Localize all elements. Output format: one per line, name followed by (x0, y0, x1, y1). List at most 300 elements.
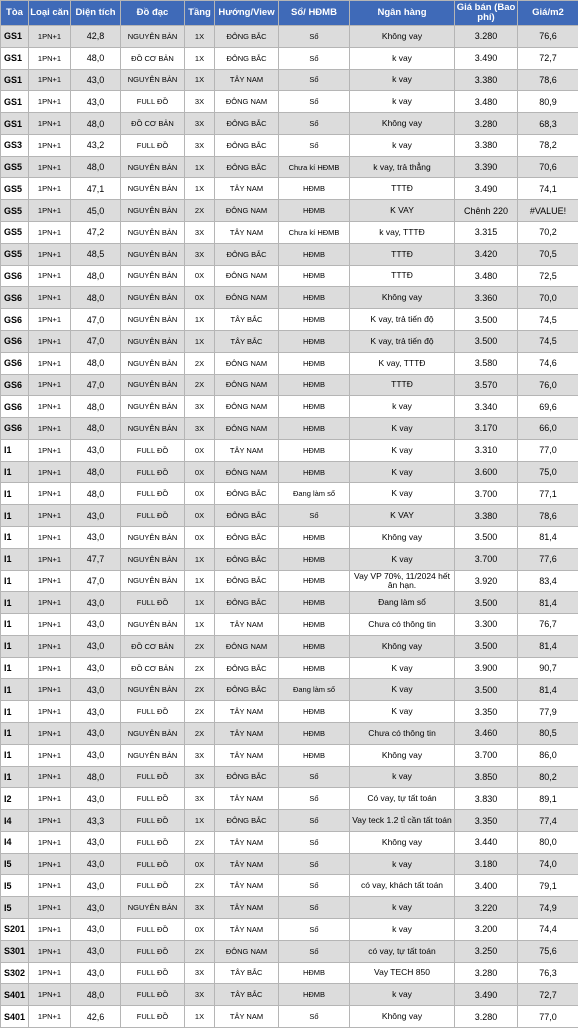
cell-gia-m2: 75,0 (518, 461, 578, 483)
cell-loai-can: 1PN+1 (29, 91, 71, 113)
cell-do-dac: FULL ĐỒ (121, 1006, 185, 1028)
table-row (1, 1006, 578, 1028)
table-row (1, 439, 578, 461)
cell-toa: GS6 (1, 330, 29, 352)
cell-huong-view: ĐÔNG BẮC (215, 113, 279, 135)
cell-toa: I5 (1, 875, 29, 897)
cell-toa: I4 (1, 810, 29, 832)
cell-toa: GS1 (1, 26, 29, 48)
cell-tang: 0X (185, 287, 215, 309)
cell-loai-can: 1PN+1 (29, 113, 71, 135)
cell-loai-can: 1PN+1 (29, 657, 71, 679)
table-row (1, 679, 578, 701)
cell-toa: GS3 (1, 134, 29, 156)
cell-ngan-hang: K vay (350, 657, 455, 679)
cell-gia-ban: 3.490 (455, 178, 518, 200)
cell-ngan-hang: Không vay (350, 26, 455, 48)
cell-loai-can: 1PN+1 (29, 1006, 71, 1028)
cell-tang: 3X (185, 91, 215, 113)
table-row (1, 374, 578, 396)
cell-toa: GS6 (1, 309, 29, 331)
cell-ngan-hang: Không vay (350, 1006, 455, 1028)
cell-tang: 3X (185, 897, 215, 919)
cell-loai-can: 1PN+1 (29, 461, 71, 483)
cell-ngan-hang: Chưa có thông tin (350, 614, 455, 636)
cell-toa: I5 (1, 853, 29, 875)
cell-huong-view: TÂY NAM (215, 897, 279, 919)
cell-loai-can: 1PN+1 (29, 919, 71, 941)
cell-dien-tich: 43,0 (71, 526, 121, 548)
cell-gia-ban: 3.500 (455, 635, 518, 657)
cell-loai-can: 1PN+1 (29, 243, 71, 265)
cell-do-dac: FULL ĐỒ (121, 962, 185, 984)
cell-gia-m2: 76,3 (518, 962, 578, 984)
cell-ngan-hang: có vay, tự tất toán (350, 940, 455, 962)
cell-huong-view: TÂY NAM (215, 853, 279, 875)
cell-tang: 1X (185, 592, 215, 614)
cell-toa: I1 (1, 723, 29, 745)
cell-huong-view: ĐÔNG NAM (215, 200, 279, 222)
cell-gia-m2: 81,4 (518, 679, 578, 701)
cell-toa: I1 (1, 439, 29, 461)
cell-do-dac: ĐỒ CƠ BẢN (121, 635, 185, 657)
cell-so-hdmb: HĐMB (279, 461, 350, 483)
cell-do-dac: FULL ĐỒ (121, 461, 185, 483)
cell-dien-tich: 43,0 (71, 69, 121, 91)
cell-so-hdmb: HĐMB (279, 243, 350, 265)
cell-tang: 1X (185, 178, 215, 200)
cell-gia-ban: 3.170 (455, 418, 518, 440)
cell-toa: S201 (1, 919, 29, 941)
cell-dien-tich: 48,0 (71, 483, 121, 505)
cell-gia-ban: 3.310 (455, 439, 518, 461)
cell-so-hdmb: Sổ (279, 69, 350, 91)
cell-ngan-hang: K vay (350, 439, 455, 461)
cell-dien-tich: 43,0 (71, 635, 121, 657)
cell-so-hdmb: HĐMB (279, 744, 350, 766)
cell-toa: GS6 (1, 418, 29, 440)
cell-gia-m2: 74,1 (518, 178, 578, 200)
cell-ngan-hang: K vay (350, 461, 455, 483)
cell-dien-tich: 48,0 (71, 396, 121, 418)
cell-do-dac: NGUYÊN BẢN (121, 352, 185, 374)
cell-so-hdmb: HĐMB (279, 265, 350, 287)
cell-so-hdmb: Sổ (279, 940, 350, 962)
cell-do-dac: NGUYÊN BẢN (121, 309, 185, 331)
cell-do-dac: ĐỒ CƠ BẢN (121, 47, 185, 69)
cell-dien-tich: 43,0 (71, 439, 121, 461)
table-row (1, 614, 578, 636)
cell-ngan-hang: k vay (350, 69, 455, 91)
cell-tang: 0X (185, 526, 215, 548)
cell-dien-tich: 43,0 (71, 919, 121, 941)
cell-gia-ban: 3.500 (455, 330, 518, 352)
cell-do-dac: NGUYÊN BẢN (121, 679, 185, 701)
cell-do-dac: NGUYÊN BẢN (121, 396, 185, 418)
table-row (1, 396, 578, 418)
cell-tang: 0X (185, 853, 215, 875)
cell-gia-ban: 3.570 (455, 374, 518, 396)
cell-toa: I2 (1, 788, 29, 810)
cell-dien-tich: 47,0 (71, 330, 121, 352)
cell-huong-view: TÂY NAM (215, 875, 279, 897)
cell-do-dac: NGUYÊN BẢN (121, 222, 185, 244)
cell-so-hdmb: Sổ (279, 26, 350, 48)
table-row (1, 26, 578, 48)
cell-tang: 2X (185, 875, 215, 897)
cell-dien-tich: 48,0 (71, 113, 121, 135)
table-row (1, 47, 578, 69)
cell-ngan-hang: K VAY (350, 200, 455, 222)
cell-ngan-hang: Có vay, tự tất toán (350, 788, 455, 810)
table-row (1, 91, 578, 113)
cell-dien-tich: 48,0 (71, 265, 121, 287)
table-row (1, 853, 578, 875)
cell-so-hdmb: HĐMB (279, 439, 350, 461)
cell-dien-tich: 42,6 (71, 1006, 121, 1028)
cell-do-dac: NGUYÊN BẢN (121, 418, 185, 440)
cell-huong-view: TÂY BẮC (215, 330, 279, 352)
cell-ngan-hang: Vay VP 70%, 11/2024 hết ân hạn. (350, 570, 455, 592)
cell-do-dac: FULL ĐỒ (121, 875, 185, 897)
cell-tang: 2X (185, 352, 215, 374)
cell-huong-view: TÂY NAM (215, 222, 279, 244)
cell-dien-tich: 43,0 (71, 505, 121, 527)
cell-huong-view: TÂY NAM (215, 701, 279, 723)
cell-gia-m2: 72,5 (518, 265, 578, 287)
cell-huong-view: ĐÔNG NAM (215, 940, 279, 962)
cell-gia-ban: 3.480 (455, 265, 518, 287)
cell-gia-m2: 74,6 (518, 352, 578, 374)
cell-ngan-hang: k vay (350, 766, 455, 788)
cell-gia-m2: 77,6 (518, 548, 578, 570)
cell-huong-view: ĐÔNG BẮC (215, 657, 279, 679)
cell-loai-can: 1PN+1 (29, 287, 71, 309)
cell-ngan-hang: k vay (350, 897, 455, 919)
cell-huong-view: ĐÔNG NAM (215, 418, 279, 440)
cell-tang: 1X (185, 614, 215, 636)
cell-loai-can: 1PN+1 (29, 744, 71, 766)
cell-loai-can: 1PN+1 (29, 418, 71, 440)
cell-toa: I1 (1, 483, 29, 505)
table-row (1, 810, 578, 832)
cell-tang: 3X (185, 766, 215, 788)
cell-loai-can: 1PN+1 (29, 984, 71, 1006)
cell-tang: 0X (185, 483, 215, 505)
cell-toa: S301 (1, 940, 29, 962)
cell-do-dac: FULL ĐỒ (121, 940, 185, 962)
table-row (1, 635, 578, 657)
cell-ngan-hang: k vay (350, 919, 455, 941)
cell-huong-view: ĐÔNG BẮC (215, 505, 279, 527)
cell-dien-tich: 48,0 (71, 47, 121, 69)
cell-do-dac: ĐỒ CƠ BẢN (121, 657, 185, 679)
cell-so-hdmb: HĐMB (279, 418, 350, 440)
table-row (1, 69, 578, 91)
cell-toa: I1 (1, 657, 29, 679)
cell-gia-m2: 89,1 (518, 788, 578, 810)
cell-huong-view: ĐÔNG NAM (215, 396, 279, 418)
cell-huong-view: TÂY NAM (215, 744, 279, 766)
cell-toa: GS6 (1, 352, 29, 374)
cell-gia-ban: 3.900 (455, 657, 518, 679)
cell-so-hdmb: HĐMB (279, 309, 350, 331)
cell-gia-m2: 80,9 (518, 91, 578, 113)
cell-tang: 0X (185, 265, 215, 287)
cell-gia-m2: 77,4 (518, 810, 578, 832)
cell-ngan-hang: Không vay (350, 526, 455, 548)
cell-gia-m2: 75,6 (518, 940, 578, 962)
cell-tang: 2X (185, 723, 215, 745)
cell-ngan-hang: TTTĐ (350, 178, 455, 200)
cell-loai-can: 1PN+1 (29, 26, 71, 48)
cell-gia-ban: 3.830 (455, 788, 518, 810)
cell-toa: GS6 (1, 374, 29, 396)
cell-gia-ban: 3.850 (455, 766, 518, 788)
cell-gia-ban: 3.490 (455, 984, 518, 1006)
cell-so-hdmb: Sổ (279, 113, 350, 135)
cell-do-dac: NGUYÊN BẢN (121, 178, 185, 200)
cell-do-dac: FULL ĐỒ (121, 483, 185, 505)
cell-gia-ban: 3.250 (455, 940, 518, 962)
cell-toa: I4 (1, 831, 29, 853)
cell-dien-tich: 43,0 (71, 897, 121, 919)
cell-dien-tich: 43,0 (71, 679, 121, 701)
cell-tang: 0X (185, 461, 215, 483)
cell-do-dac: NGUYÊN BẢN (121, 744, 185, 766)
cell-gia-ban: 3.390 (455, 156, 518, 178)
cell-ngan-hang: Không vay (350, 744, 455, 766)
cell-do-dac: FULL ĐỒ (121, 788, 185, 810)
cell-loai-can: 1PN+1 (29, 810, 71, 832)
cell-loai-can: 1PN+1 (29, 788, 71, 810)
cell-huong-view: ĐÔNG BẮC (215, 156, 279, 178)
cell-ngan-hang: K VAY (350, 505, 455, 527)
cell-huong-view: ĐÔNG BẮC (215, 570, 279, 592)
cell-so-hdmb: HĐMB (279, 374, 350, 396)
table-row (1, 657, 578, 679)
cell-tang: 3X (185, 744, 215, 766)
cell-so-hdmb: HĐMB (279, 657, 350, 679)
cell-huong-view: ĐÔNG BẮC (215, 243, 279, 265)
cell-so-hdmb: HĐMB (279, 984, 350, 1006)
cell-so-hdmb: Sổ (279, 505, 350, 527)
cell-so-hdmb: Sổ (279, 134, 350, 156)
table-row (1, 744, 578, 766)
cell-ngan-hang: K vay, trả tiến độ (350, 309, 455, 331)
cell-ngan-hang: k vay (350, 853, 455, 875)
cell-tang: 1X (185, 309, 215, 331)
cell-so-hdmb: Sổ (279, 897, 350, 919)
cell-loai-can: 1PN+1 (29, 330, 71, 352)
cell-gia-m2: 86,0 (518, 744, 578, 766)
cell-dien-tich: 43,0 (71, 723, 121, 745)
cell-do-dac: NGUYÊN BẢN (121, 265, 185, 287)
cell-tang: 1X (185, 1006, 215, 1028)
cell-huong-view: ĐÔNG BẮC (215, 26, 279, 48)
cell-ngan-hang: K vay, trả tiến độ (350, 330, 455, 352)
cell-gia-m2: 70,2 (518, 222, 578, 244)
cell-loai-can: 1PN+1 (29, 897, 71, 919)
cell-loai-can: 1PN+1 (29, 853, 71, 875)
cell-toa: I1 (1, 635, 29, 657)
cell-loai-can: 1PN+1 (29, 200, 71, 222)
cell-dien-tich: 48,5 (71, 243, 121, 265)
cell-ngan-hang: Chưa có thông tin (350, 723, 455, 745)
cell-tang: 2X (185, 679, 215, 701)
cell-gia-ban: 3.500 (455, 526, 518, 548)
cell-gia-m2: 77,1 (518, 483, 578, 505)
cell-so-hdmb: HĐMB (279, 570, 350, 592)
cell-huong-view: TÂY NAM (215, 919, 279, 941)
cell-do-dac: FULL ĐỒ (121, 766, 185, 788)
cell-tang: 1X (185, 330, 215, 352)
cell-ngan-hang: Không vay (350, 113, 455, 135)
cell-so-hdmb: HĐMB (279, 526, 350, 548)
cell-so-hdmb: HĐMB (279, 352, 350, 374)
cell-ngan-hang: Vay TECH 850 (350, 962, 455, 984)
cell-huong-view: ĐÔNG BẮC (215, 592, 279, 614)
cell-loai-can: 1PN+1 (29, 505, 71, 527)
cell-tang: 1X (185, 47, 215, 69)
cell-do-dac: FULL ĐỒ (121, 439, 185, 461)
cell-huong-view: ĐÔNG NAM (215, 287, 279, 309)
cell-tang: 1X (185, 69, 215, 91)
cell-huong-view: TÂY BẮC (215, 962, 279, 984)
cell-do-dac: NGUYÊN BẢN (121, 243, 185, 265)
table-body (1, 26, 578, 1028)
cell-gia-m2: 81,4 (518, 592, 578, 614)
cell-gia-ban: 3.380 (455, 505, 518, 527)
cell-dien-tich: 47,0 (71, 570, 121, 592)
cell-ngan-hang: K vay (350, 701, 455, 723)
cell-dien-tich: 43,0 (71, 788, 121, 810)
cell-huong-view: TÂY BẮC (215, 309, 279, 331)
cell-gia-ban: 3.280 (455, 113, 518, 135)
cell-do-dac: FULL ĐỒ (121, 810, 185, 832)
cell-toa: S401 (1, 1006, 29, 1028)
cell-huong-view: TÂY NAM (215, 178, 279, 200)
cell-toa: GS5 (1, 178, 29, 200)
cell-gia-ban: 3.350 (455, 810, 518, 832)
cell-huong-view: TÂY NAM (215, 723, 279, 745)
cell-huong-view: TÂY NAM (215, 439, 279, 461)
cell-huong-view: ĐÔNG NAM (215, 635, 279, 657)
cell-huong-view: ĐÔNG BẮC (215, 47, 279, 69)
cell-dien-tich: 43,0 (71, 657, 121, 679)
cell-do-dac: FULL ĐỒ (121, 134, 185, 156)
cell-ngan-hang: K vay (350, 548, 455, 570)
cell-toa: GS5 (1, 243, 29, 265)
cell-gia-m2: 70,6 (518, 156, 578, 178)
cell-do-dac: NGUYÊN BẢN (121, 26, 185, 48)
cell-tang: 0X (185, 919, 215, 941)
cell-gia-m2: 74,0 (518, 853, 578, 875)
cell-loai-can: 1PN+1 (29, 875, 71, 897)
cell-toa: I1 (1, 526, 29, 548)
cell-gia-m2: 80,5 (518, 723, 578, 745)
cell-so-hdmb: Sổ (279, 47, 350, 69)
cell-gia-m2: 77,0 (518, 439, 578, 461)
cell-do-dac: NGUYÊN BẢN (121, 723, 185, 745)
cell-so-hdmb: HĐMB (279, 396, 350, 418)
cell-ngan-hang: TTTĐ (350, 265, 455, 287)
cell-gia-ban: 3.440 (455, 831, 518, 853)
cell-gia-m2: 90,7 (518, 657, 578, 679)
cell-gia-ban: 3.580 (455, 352, 518, 374)
cell-loai-can: 1PN+1 (29, 396, 71, 418)
cell-gia-m2: 83,4 (518, 570, 578, 592)
cell-tang: 3X (185, 984, 215, 1006)
cell-toa: I1 (1, 548, 29, 570)
cell-gia-m2: 76,0 (518, 374, 578, 396)
cell-toa: I1 (1, 592, 29, 614)
col-header-loai-can: Loại căn (29, 1, 71, 26)
cell-ngan-hang: k vay (350, 134, 455, 156)
cell-tang: 3X (185, 113, 215, 135)
cell-loai-can: 1PN+1 (29, 548, 71, 570)
cell-gia-ban: 3.500 (455, 309, 518, 331)
cell-gia-m2: 80,0 (518, 831, 578, 853)
cell-do-dac: NGUYÊN BẢN (121, 287, 185, 309)
table-header (1, 1, 578, 26)
cell-gia-ban: 3.920 (455, 570, 518, 592)
cell-tang: 1X (185, 570, 215, 592)
cell-so-hdmb: Chưa kí HĐMB (279, 156, 350, 178)
cell-dien-tich: 47,0 (71, 374, 121, 396)
cell-loai-can: 1PN+1 (29, 69, 71, 91)
cell-loai-can: 1PN+1 (29, 570, 71, 592)
cell-huong-view: TÂY NAM (215, 69, 279, 91)
cell-loai-can: 1PN+1 (29, 178, 71, 200)
cell-huong-view: ĐÔNG NAM (215, 352, 279, 374)
cell-tang: 2X (185, 657, 215, 679)
cell-toa: GS6 (1, 287, 29, 309)
cell-dien-tich: 43,0 (71, 831, 121, 853)
cell-gia-ban: 3.340 (455, 396, 518, 418)
cell-so-hdmb: Sổ (279, 1006, 350, 1028)
cell-ngan-hang: k vay (350, 47, 455, 69)
cell-tang: 1X (185, 548, 215, 570)
cell-dien-tich: 43,0 (71, 940, 121, 962)
cell-ngan-hang: Đang làm sổ (350, 592, 455, 614)
cell-so-hdmb: Sổ (279, 766, 350, 788)
table-row (1, 505, 578, 527)
cell-gia-m2: 76,6 (518, 26, 578, 48)
cell-so-hdmb: HĐMB (279, 330, 350, 352)
cell-toa: GS5 (1, 156, 29, 178)
cell-gia-m2: 77,0 (518, 1006, 578, 1028)
table-row (1, 919, 578, 941)
cell-toa: I1 (1, 679, 29, 701)
cell-gia-m2: 74,4 (518, 919, 578, 941)
cell-dien-tich: 48,0 (71, 418, 121, 440)
cell-do-dac: ĐỒ CƠ BẢN (121, 113, 185, 135)
cell-so-hdmb: Sổ (279, 853, 350, 875)
cell-so-hdmb: Chưa kí HĐMB (279, 222, 350, 244)
cell-so-hdmb: Sổ (279, 91, 350, 113)
table-row (1, 570, 578, 592)
table-row (1, 831, 578, 853)
table-row (1, 897, 578, 919)
cell-do-dac: NGUYÊN BẢN (121, 200, 185, 222)
cell-huong-view: ĐÔNG NAM (215, 461, 279, 483)
table-row (1, 265, 578, 287)
cell-tang: 3X (185, 243, 215, 265)
cell-tang: 3X (185, 962, 215, 984)
col-header-do-dac: Đồ đạc (121, 1, 185, 26)
cell-ngan-hang: k vay (350, 984, 455, 1006)
